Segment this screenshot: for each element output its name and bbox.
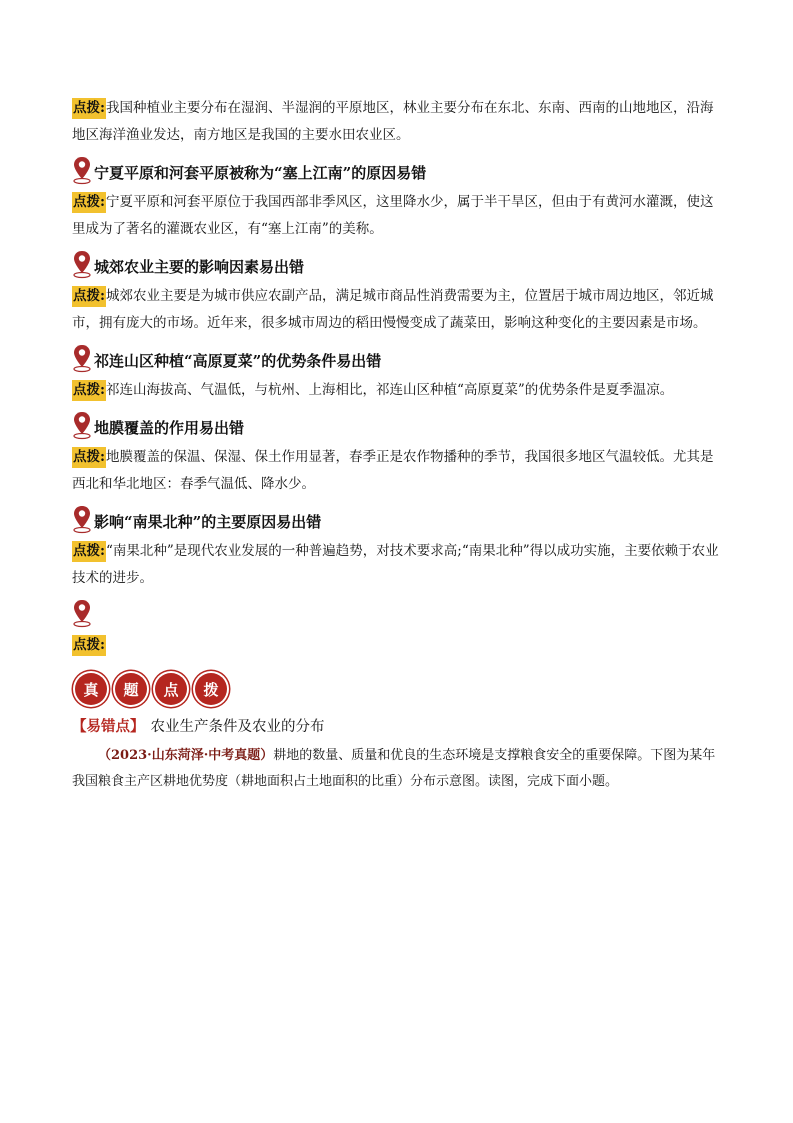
tip-tag: 点拨: (72, 447, 106, 468)
real-exam-badge-row (72, 671, 722, 707)
error-heading (72, 155, 722, 185)
badge-circle: 题 (115, 673, 147, 705)
tip-paragraph (72, 632, 722, 659)
error-heading (72, 598, 722, 628)
tip-paragraph (72, 444, 722, 498)
tip-text: 祁连山海拔高、气温低，与杭州、上海相比，祁连山区种植“高原夏菜”的优势条件是夏季温凉。 (105, 382, 674, 398)
section-label: 【易错点】 (72, 718, 145, 735)
tip-text: “南果北种”是现代农业发展的一种普遍趋势，对技术要求高;“南果北种”得以成功实施，主要依赖于农业技术的进步。 (72, 543, 719, 586)
question-paragraph (72, 743, 722, 795)
section-title-text: 农业生产条件及农业的分布 (150, 719, 325, 735)
tip-paragraph (72, 283, 722, 337)
location-pin-icon (72, 155, 94, 185)
question-source: （2023·山东菏泽·中考真题） (98, 748, 274, 763)
error-heading (72, 249, 722, 279)
tip-paragraph (72, 538, 722, 592)
error-heading-text: 城郊农业主要的影响因素易出错 (94, 258, 305, 276)
badge-circle: 拨 (195, 673, 227, 705)
error-heading-text: 宁夏平原和河套平原被称为“塞上江南”的原因易错 (94, 164, 427, 182)
tip-tag: 点拨: (72, 541, 106, 562)
section-title (72, 715, 722, 739)
badge-circle: 真 (75, 673, 107, 705)
error-heading-text: 影响“南果北种”的主要原因易出错 (94, 513, 322, 531)
question-text: 耕地的数量、质量和优良的生态环境是支撑粮食安全的重要保障。下图为某年我国粮食主产区耕地优势度（耕地面积占土地面积的比重）分布示意图。读图，完成下面小题。 (72, 748, 716, 789)
location-pin-icon (72, 410, 94, 440)
tip-tag: 点拨: (72, 635, 106, 656)
tip-tag: 点拨: (72, 286, 106, 307)
error-heading-text: 祁连山区种植“高原夏菜”的优势条件易出错 (94, 352, 382, 370)
tip-tag: 点拨: (72, 380, 106, 401)
location-pin-icon (72, 343, 94, 373)
error-heading-text: 地膜覆盖的作用易出错 (94, 419, 245, 437)
tip-text: 城郊农业主要是为城市供应农副产品，满足城市商品性消费需要为主，位置居于城市周边地区，邻近城市，拥有庞大的市场。近年来，很多城市周边的稻田慢慢变成了蔬菜田，影响这种变化的主要因素是市场。 (72, 288, 714, 331)
location-pin-icon (72, 249, 94, 279)
tip-paragraph (72, 377, 722, 404)
location-pin-icon (72, 598, 94, 628)
error-heading (72, 504, 722, 534)
tip-text: 地膜覆盖的保温、保湿、保土作用显著，春季正是农作物播种的季节，我国很多地区气温较低。尤其是西北和华北地区：春季气温低、降水少。 (72, 449, 714, 492)
location-pin-icon (72, 504, 94, 534)
tip-text: 宁夏平原和河套平原位于我国西部非季风区，这里降水少，属于半干旱区，但由于有黄河水灌溉，使这里成为了著名的灌溉农业区，有“塞上江南”的美称。 (72, 194, 714, 237)
badge-circle: 点 (155, 673, 187, 705)
tip-tag: 点拨: (72, 192, 106, 213)
page-content (72, 95, 722, 795)
intro-text: 我国种植业主要分布在湿润、半湿润的平原地区，林业主要分布在东北、东南、西南的山地地区，沿海地区海洋渔业发达，南方地区是我国的主要水田农业区。 (72, 100, 714, 143)
tip-tag: 点拨: (72, 98, 106, 119)
error-heading (72, 410, 722, 440)
tip-paragraph (72, 189, 722, 243)
intro-paragraph (72, 95, 722, 149)
error-heading (72, 343, 722, 373)
